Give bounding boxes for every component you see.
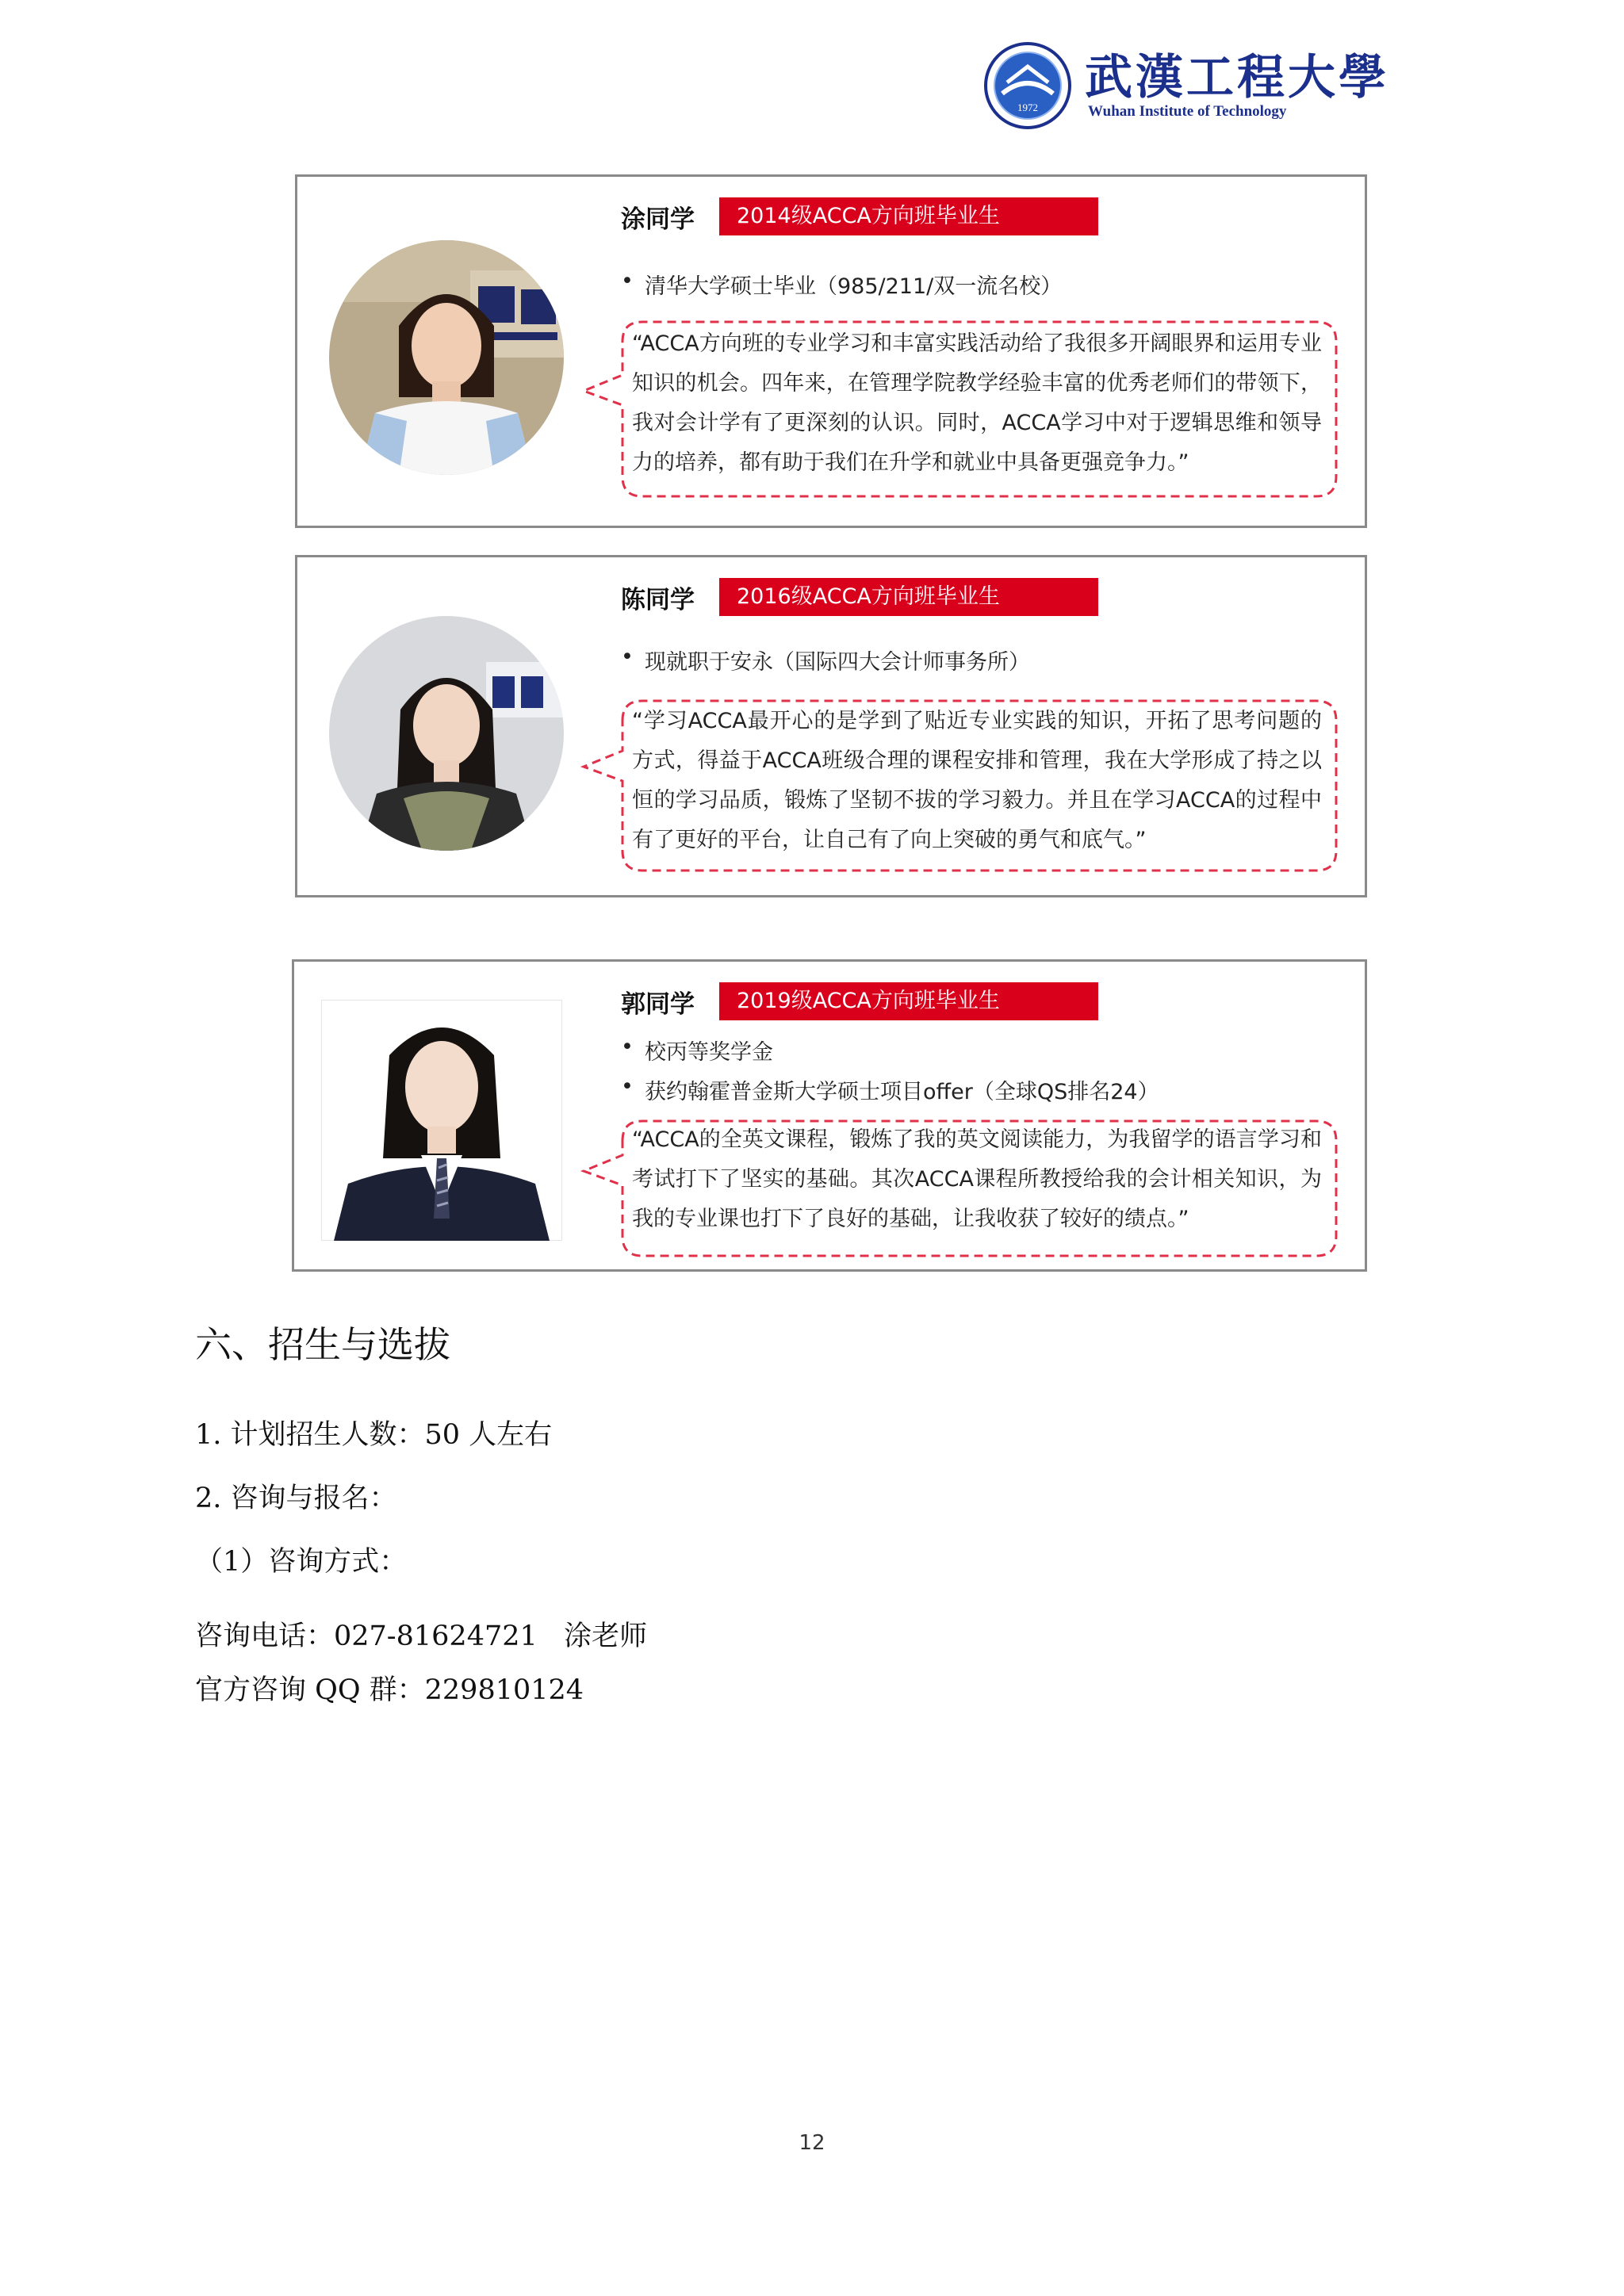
logo-chinese-name: 武漢工程大學 [1085,50,1389,105]
testimonial-card-3 [292,959,1367,1272]
student-quote-2: “学习ACCA最开心的是学到了贴近专业实践的知识，开拓了思考问题的方式，得益于ACCA班级合理的课程安排和管理，我在大学形成了持之以恒的学习品质，锻炼了坚韧不拔的学习毅力。并且在学习ACCA的过程中有了更好的平台，让自己有了向上突破的勇气和底气。” [632,709,1322,852]
consult-method-line: （1）咨询方式： [195,1546,408,1578]
testimonial-card-1 [295,174,1367,528]
consult-register-line: 2. 咨询与报名： [195,1483,397,1514]
student-name-1: 涂同学 [621,205,695,234]
student-name-2: 陈同学 [621,586,695,614]
student-achievement-3-2: • 获约翰霍普金斯大学硕士项目offer（全球QS排名24） [645,1074,1159,1105]
consult-qq-line: 官方咨询 QQ 群：229810124 [195,1674,584,1706]
student-tag-1: 2014级ACCA方向班毕业生 [719,197,1098,235]
student-photo-2 [327,614,565,852]
student-tag-3: 2019级ACCA方向班毕业生 [719,982,1098,1020]
consult-phone-line: 咨询电话：027-81624721 涂老师 [195,1621,648,1652]
logo-english-name: Wuhan Institute of Technology [1088,103,1287,120]
student-achievement-3-1: • 校丙等奖学金 [645,1035,773,1066]
student-quote-3: “ACCA的全英文课程，锻炼了我的英文阅读能力，为我留学的语言学习和考试打下了坚实的基础。其次ACCA课程所教授给我的会计相关知识，为我的专业课也打下了良好的基础，让我收获了较好的绩点。” [632,1127,1322,1231]
student-tag-2: 2016级ACCA方向班毕业生 [719,578,1098,616]
university-emblem-icon [983,41,1072,130]
student-photo-1 [327,239,565,476]
emblem-year: 1972 [1017,101,1038,113]
student-achievement-1-1: • 清华大学硕士毕业（985/211/双一流名校） [645,269,1062,300]
student-name-3: 郭同学 [621,990,695,1019]
student-quote-1: “ACCA方向班的专业学习和丰富实践活动给了我很多开阔眼界和运用专业知识的机会。四年来，在管理学院教学经验丰富的优秀老师们的带领下，我对会计学有了更深刻的认识。同时，ACCA学习中对于逻辑思维和领导力的培养，都有助于我们在升学和就业中具备更强竞争力。” [632,331,1322,475]
page-number: 12 [799,2131,825,2155]
student-achievement-2-1: • 现就职于安永（国际四大会计师事务所） [645,645,1030,675]
student-photo-3 [321,1000,562,1241]
section-heading: 六、招生与选拔 [195,1323,450,1366]
enrollment-plan-line: 1. 计划招生人数：50 人左右 [195,1419,553,1451]
testimonial-card-2 [295,555,1367,897]
university-logo [983,35,1389,138]
